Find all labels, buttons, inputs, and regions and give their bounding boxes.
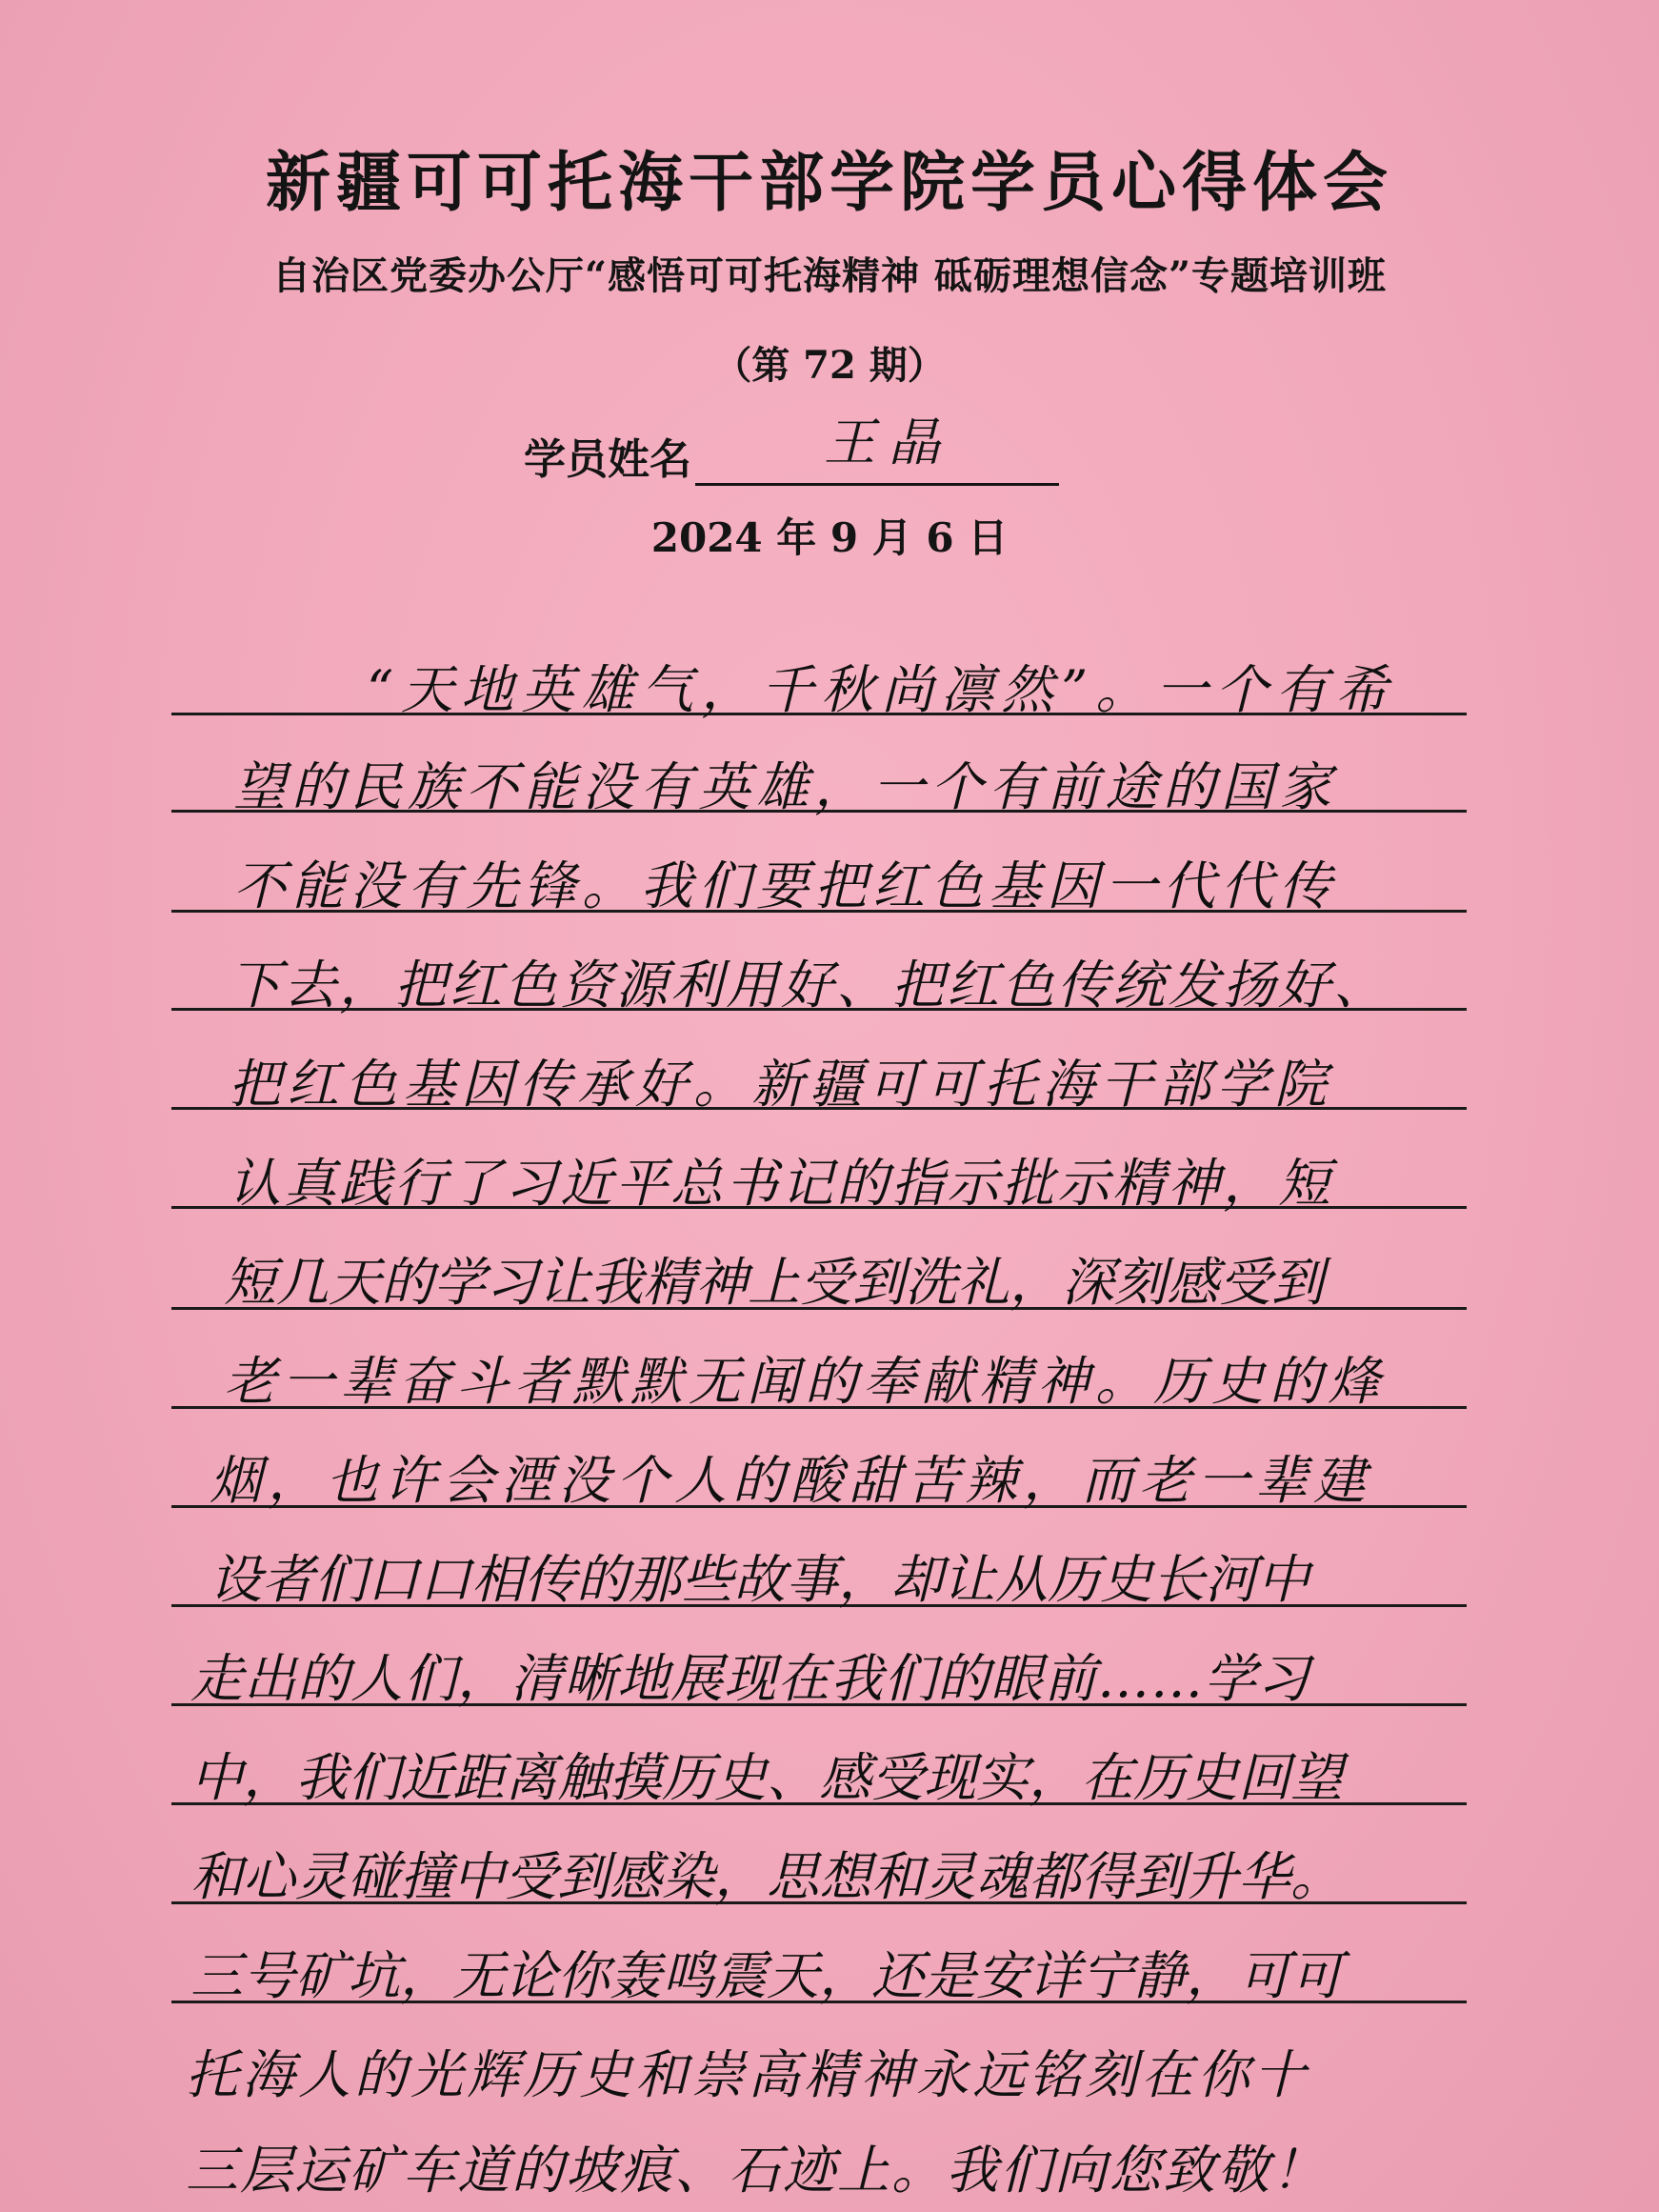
essay-line: 三号矿坑，无论你轰鸣震天，还是安详宁静，可可 bbox=[190, 1945, 1344, 2006]
student-name-label: 学员姓名 bbox=[524, 435, 691, 484]
submission-date: 2024 年 9 月 6 日 bbox=[650, 514, 1009, 561]
course-subtitle: 自治区党委办公厅“感悟可可托海精神 砥砺理想信念”专题培训班 bbox=[272, 253, 1387, 298]
student-name-row bbox=[524, 412, 1059, 486]
essay-line: 设者们口口相传的那些故事，却让从历史长河中 bbox=[210, 1549, 1310, 1610]
essay-line: 走出的人们，清晰地展现在我们的眼前……学习 bbox=[190, 1648, 1311, 1709]
essay-line: 短几天的学习让我精神上受到洗礼，深刻感受到 bbox=[224, 1252, 1325, 1313]
essay-line: 下去，把红色资源利用好、把红色传统发扬好、 bbox=[229, 955, 1389, 1016]
essay-line: 把红色基因传承好。新疆可可托海干部学院 bbox=[229, 1054, 1333, 1115]
essay-line: 望的民族不能没有英雄，一个有前途的国家 bbox=[233, 756, 1338, 817]
essay-line: 和心灵碰撞中受到感染，思想和灵魂都得到升华。 bbox=[190, 1846, 1344, 1907]
essay-line: 三层运矿车道的坡痕、石迹上。我们向您致敬！ bbox=[186, 2140, 1327, 2201]
essay-line: 托海人的光辉历史和崇高精神永远铭刻在你十 bbox=[186, 2044, 1310, 2105]
essay-line: “天地英雄气，千秋尚凛然”。一个有希 bbox=[367, 659, 1396, 720]
essay-line: 老一辈奋斗者默默无闻的奉献精神。历史的烽 bbox=[224, 1351, 1387, 1412]
essay-line: 烟，也许会湮没个人的酸甜苦辣，而老一辈建 bbox=[210, 1450, 1372, 1511]
essay-line: 认真践行了习近平总书记的指示批示精神，短 bbox=[229, 1153, 1334, 1214]
student-name-field bbox=[695, 412, 1059, 486]
essay-line: 中，我们近距离触摸历史、感受现实，在历史回望 bbox=[190, 1747, 1344, 1808]
essay-line: 不能没有先锋。我们要把红色基因一代代传 bbox=[233, 855, 1338, 916]
student-name-value: 王晶 bbox=[824, 412, 953, 473]
issue-number: （第 72 期） bbox=[713, 343, 946, 388]
page-title: 新疆可可托海干部学院学员心得体会 bbox=[265, 145, 1393, 221]
